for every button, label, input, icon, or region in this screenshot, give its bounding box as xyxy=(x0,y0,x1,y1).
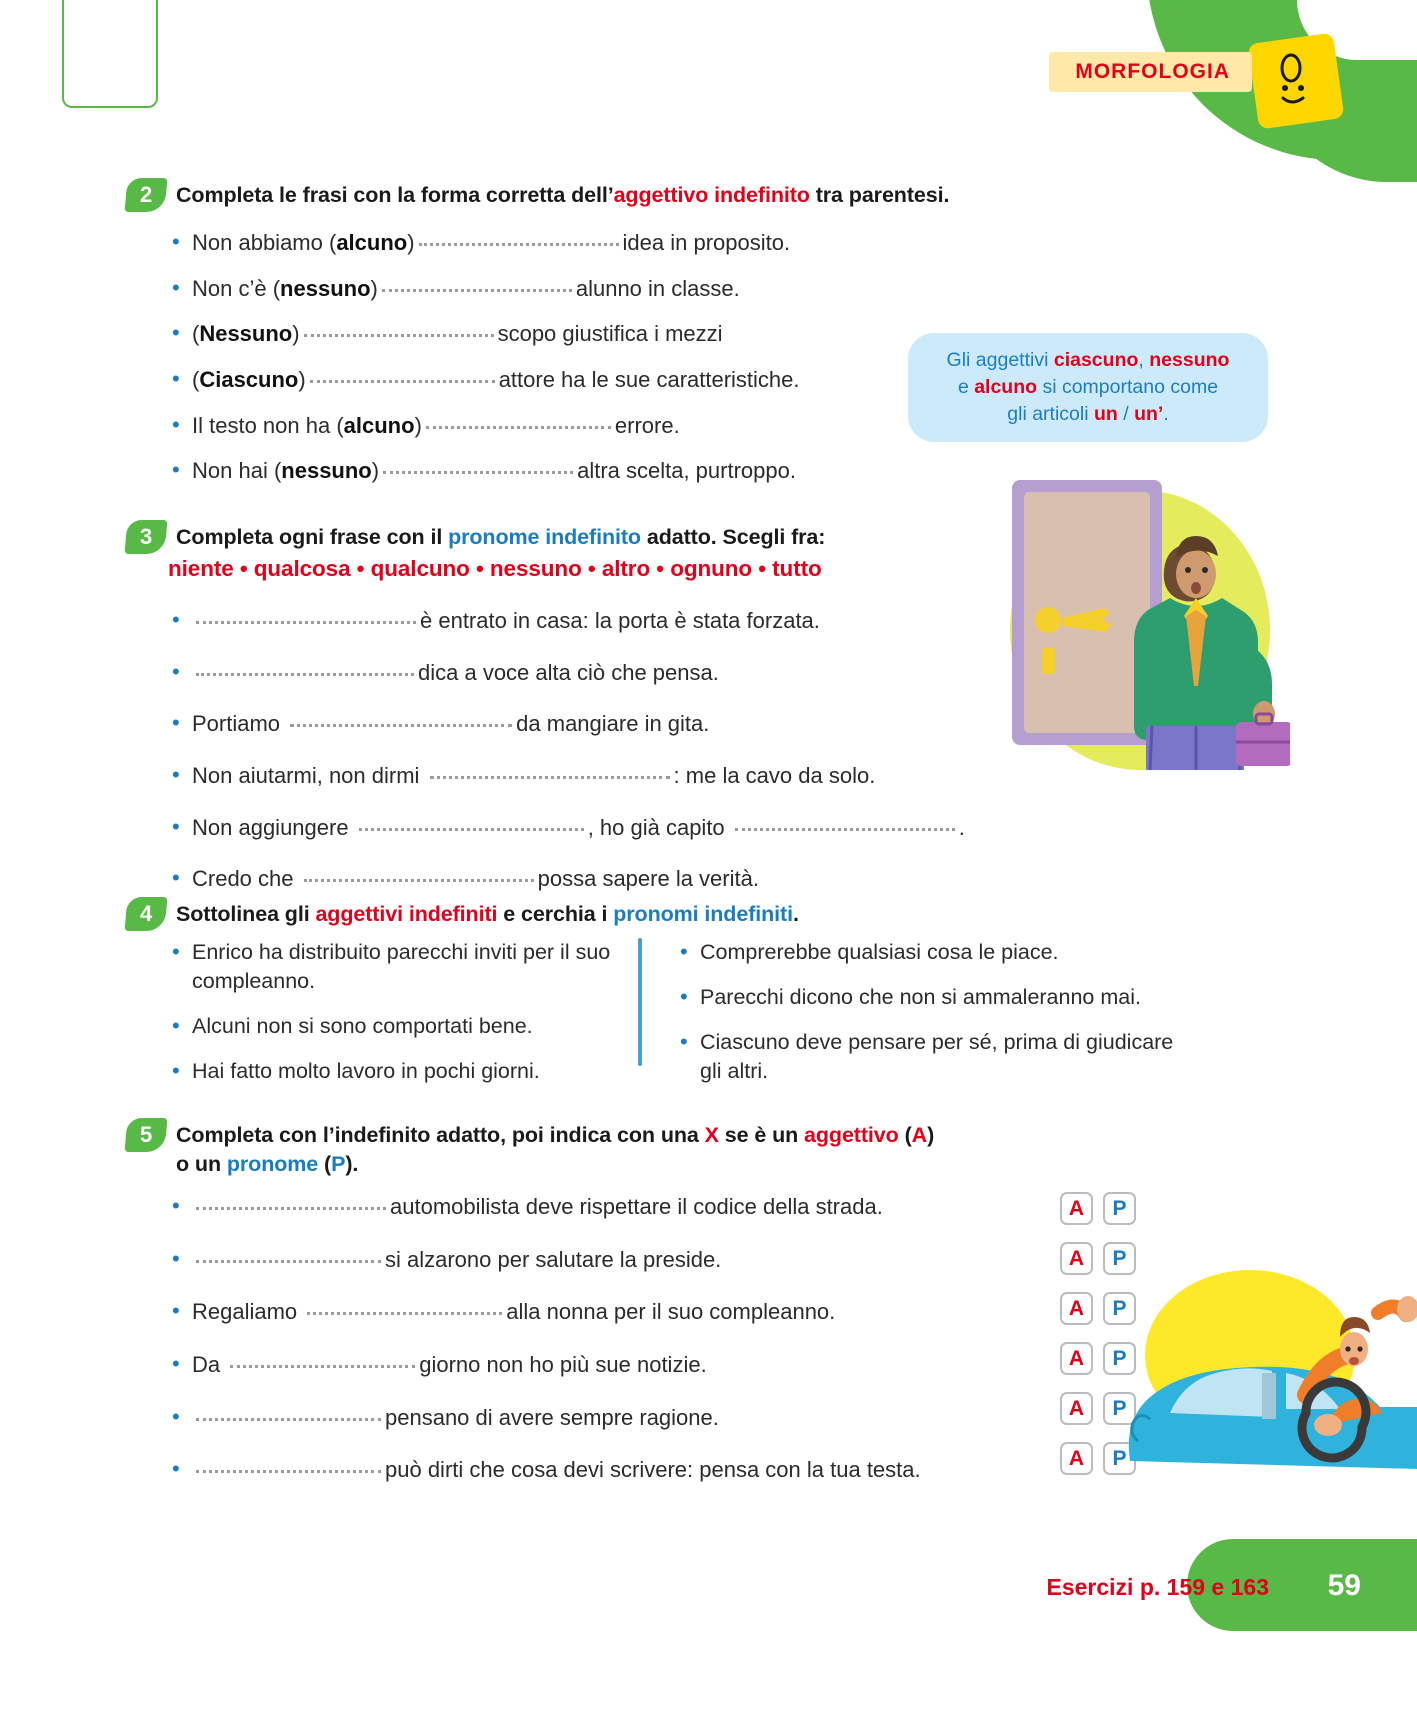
item-pre: Non aggiungere xyxy=(192,814,355,840)
list-item: • Hai fatto molto lavoro in pochi giorni. xyxy=(170,1057,620,1086)
exercise-2-prompt xyxy=(176,181,949,210)
item-post: può dirti che cosa devi scrivere: pensa con la tua testa. xyxy=(385,1457,921,1483)
answer-blank[interactable] xyxy=(196,1406,381,1421)
list-item xyxy=(170,274,970,304)
item-pre: ( xyxy=(192,367,200,393)
prompt-text-tail: adatto. Scegli fra: xyxy=(640,525,826,549)
list-item xyxy=(170,658,1030,688)
list-item xyxy=(170,606,1030,636)
item-post: si alzarono per salutare la preside. xyxy=(385,1246,722,1272)
choice-adjective[interactable]: A xyxy=(1060,1442,1093,1475)
prompt-highlight-blue: pronomi indefiniti xyxy=(613,902,793,926)
item-post: dica a voce alta ciò che pensa. xyxy=(418,659,719,685)
prompt-text: se è un xyxy=(718,1123,805,1147)
list-item xyxy=(170,1350,1070,1380)
list-item xyxy=(170,456,970,486)
list-item: • Enrico ha distribuito parecchi inviti per il suo compleanno. xyxy=(170,938,620,996)
item-post: è entrato in casa: la porta è stata forzata. xyxy=(420,608,820,633)
bubble-text: . xyxy=(1163,402,1169,425)
item-post: idea in proposito. xyxy=(622,230,791,255)
bubble-text: gli articoli xyxy=(1007,402,1094,425)
list-item xyxy=(170,813,1030,843)
choice-pronoun[interactable]: P xyxy=(1103,1192,1136,1225)
list-item xyxy=(170,1245,1070,1275)
item-post: scopo giustifica i mezzi xyxy=(497,321,723,347)
exercise-4-number: 4 xyxy=(125,897,168,931)
list-item xyxy=(170,365,970,395)
item-pre: Portiamo xyxy=(192,711,287,737)
item-cue: nessuno xyxy=(280,275,371,301)
item-mid: ) xyxy=(298,367,306,393)
answer-blank[interactable] xyxy=(196,661,414,676)
item-post: attore ha le sue caratteristiche. xyxy=(498,367,800,393)
answer-blank[interactable] xyxy=(230,1353,415,1368)
wordbank-option[interactable]: niente xyxy=(168,556,234,581)
item-pre: Da xyxy=(192,1352,227,1378)
exercise-3-items xyxy=(170,606,1030,910)
bubble-sep: / xyxy=(1117,402,1135,425)
item-pre: Il testo non ha ( xyxy=(192,412,344,438)
choice-pronoun[interactable]: P xyxy=(1103,1342,1136,1375)
item-cue: Nessuno xyxy=(199,321,293,347)
exercise-3-wordbank: niente • qualcosa • qualcuno • nessuno • altro • ognuno • tutto xyxy=(168,556,822,581)
item-post: possa sapere la verità. xyxy=(537,866,759,892)
prompt-text: Completa ogni frase con il xyxy=(176,525,449,549)
answer-blank[interactable] xyxy=(304,867,534,882)
answer-blank[interactable] xyxy=(382,277,572,292)
bubble-text: e xyxy=(957,375,975,398)
choice-adjective[interactable]: A xyxy=(1060,1342,1093,1375)
item-pre: Non hai ( xyxy=(192,458,282,484)
bubble-term: un xyxy=(1093,402,1118,425)
item-post: alla nonna per il suo compleanno. xyxy=(506,1299,836,1325)
column-divider xyxy=(638,938,642,1066)
list-item: • Ciascuno deve pensare per sé, prima di giudicare gli altri. xyxy=(678,1028,1198,1086)
prompt-highlight: aggettivo indefinito xyxy=(613,183,810,207)
answer-blank[interactable] xyxy=(307,1300,502,1315)
item-cue: nessuno xyxy=(281,458,372,484)
exercise-5-prompt xyxy=(176,1121,934,1179)
item-cue: alcuno xyxy=(343,412,415,438)
item-post: : me la cavo da solo. xyxy=(673,763,876,789)
prompt-text: Sottolinea gli xyxy=(176,902,316,926)
list-item xyxy=(170,709,1030,739)
list-item xyxy=(170,411,970,441)
exercise-5-number: 5 xyxy=(125,1118,168,1152)
prompt-text-mid: e cerchia i xyxy=(497,902,614,926)
wordbank-option[interactable]: qualcuno xyxy=(370,556,470,581)
choice-adjective[interactable]: A xyxy=(1060,1292,1093,1325)
list-item xyxy=(170,319,970,349)
answer-blank[interactable] xyxy=(419,231,619,246)
prompt-text: Completa con l’indefinito adatto, poi indica con una xyxy=(176,1123,705,1147)
answer-blank[interactable] xyxy=(426,414,611,429)
item-post: da mangiare in gita. xyxy=(516,711,710,737)
answer-blank[interactable] xyxy=(304,322,494,337)
list-item: • Comprerebbe qualsiasi cosa le piace. xyxy=(678,938,1198,967)
item-pre: Non aiutarmi, non dirmi xyxy=(192,763,426,789)
list-item xyxy=(170,1403,1070,1433)
qr-code-frame[interactable] xyxy=(62,0,158,108)
list-item: • Parecchi dicono che non si ammaleranno mai. xyxy=(678,983,1198,1012)
list-item xyxy=(170,761,1030,791)
exercise-4-prompt xyxy=(176,900,799,929)
prompt-paren: ). xyxy=(345,1152,359,1177)
item-post: pensano di avere sempre ragione. xyxy=(385,1404,719,1430)
info-bubble xyxy=(908,333,1268,442)
wordbank-option[interactable]: qualcosa xyxy=(253,556,351,581)
illustration-man-at-door xyxy=(990,470,1290,780)
item-pre: Credo che xyxy=(192,866,300,892)
item-post: altra scelta, purtroppo. xyxy=(577,458,796,484)
choice-adjective[interactable]: A xyxy=(1060,1192,1093,1225)
prompt-text-tail: tra parentesi. xyxy=(809,183,950,207)
item-mid: ) xyxy=(414,412,422,438)
answer-blank[interactable] xyxy=(310,368,495,383)
choice-pronoun[interactable]: P xyxy=(1103,1442,1136,1475)
exercise-2-number: 2 xyxy=(125,178,168,212)
page-number: 59 xyxy=(1327,1569,1361,1602)
exercise-4-column-left xyxy=(170,938,620,1102)
prompt-code-p: P xyxy=(331,1152,346,1177)
exercise-4-column-right xyxy=(678,938,1198,1102)
bubble-text: Gli aggettivi xyxy=(946,349,1054,371)
prompt-text: Completa le frasi con la forma corretta dell’ xyxy=(176,183,614,207)
exercise-2-items xyxy=(170,228,970,502)
prompt-paren: ( xyxy=(318,1152,332,1177)
list-item xyxy=(170,1297,1070,1327)
list-item xyxy=(170,228,970,258)
item-pre: Non abbiamo ( xyxy=(192,230,337,255)
prompt-highlight-blue: pronome xyxy=(226,1152,319,1177)
answer-blank[interactable] xyxy=(196,1248,381,1263)
item-post-2: . xyxy=(958,814,965,840)
choice-pronoun[interactable]: P xyxy=(1103,1292,1136,1325)
answer-blank[interactable] xyxy=(196,1195,386,1210)
choice-adjective[interactable]: A xyxy=(1060,1392,1093,1425)
answer-blank-2[interactable] xyxy=(735,816,955,831)
item-mid: ) xyxy=(370,275,378,301)
exercise-5-items xyxy=(170,1192,1070,1501)
list-item xyxy=(170,1455,1070,1485)
item-post: alunno in classe. xyxy=(575,275,740,301)
prompt-text: o un xyxy=(176,1152,227,1177)
prompt-paren: ( xyxy=(898,1123,912,1147)
answer-blank[interactable] xyxy=(430,764,670,779)
item-post: giorno non ho più sue notizie. xyxy=(419,1352,707,1378)
wordbank-option[interactable]: ognuno xyxy=(670,556,753,581)
choice-pronoun[interactable]: P xyxy=(1103,1392,1136,1425)
item-pre: Regaliamo xyxy=(192,1299,304,1325)
prompt-text-tail: . xyxy=(792,902,799,926)
choice-row xyxy=(1060,1192,1136,1225)
item-mid: ) xyxy=(371,458,380,484)
bubble-text: si comportano come xyxy=(1037,375,1219,398)
answer-blank[interactable] xyxy=(196,1458,381,1473)
wordbank-option[interactable]: tutto xyxy=(772,556,822,581)
prompt-highlight-red: aggettivo xyxy=(804,1123,899,1147)
prompt-highlight: pronome indefinito xyxy=(448,525,641,549)
prompt-paren: ) xyxy=(927,1123,935,1147)
item-post: automobilista deve rispettare il codice della strada. xyxy=(390,1194,883,1219)
answer-blank[interactable] xyxy=(359,816,584,831)
bubble-sep: , xyxy=(1138,349,1150,371)
item-post: errore. xyxy=(614,412,680,438)
illustration-car-driver xyxy=(1110,1265,1417,1495)
bubble-term: nessuno xyxy=(1149,349,1230,371)
answer-blank[interactable] xyxy=(290,712,512,727)
item-cue: alcuno xyxy=(336,230,408,255)
answer-blank[interactable] xyxy=(196,609,416,624)
item-post: , ho già capito xyxy=(587,814,731,840)
prompt-x-mark: X xyxy=(704,1123,719,1147)
prompt-highlight-red: aggettivi indefiniti xyxy=(315,902,498,926)
answer-blank[interactable] xyxy=(383,459,573,474)
bubble-term: un’ xyxy=(1134,402,1164,425)
choice-adjective[interactable]: A xyxy=(1060,1242,1093,1275)
item-mid: ) xyxy=(292,321,300,347)
bubble-term: alcuno xyxy=(974,375,1038,398)
list-item xyxy=(170,864,1030,894)
list-item xyxy=(170,1192,1070,1222)
wordbank-option[interactable]: altro xyxy=(601,556,651,581)
wordbank-option[interactable]: nessuno xyxy=(489,556,582,581)
mascot-face-icon xyxy=(1261,46,1331,116)
choice-pronoun[interactable]: P xyxy=(1103,1242,1136,1275)
footer-reference: Esercizi p. 159 e 163 xyxy=(1046,1574,1269,1600)
prompt-code-a: A xyxy=(911,1123,928,1147)
list-item: • Alcuni non si sono comportati bene. xyxy=(170,1012,620,1041)
bubble-term: ciascuno xyxy=(1053,349,1139,371)
item-mid: ) xyxy=(407,230,415,255)
exercise-3-prompt xyxy=(176,523,825,552)
item-pre: Non c’è ( xyxy=(192,275,281,301)
item-cue: Ciascuno xyxy=(199,367,299,393)
exercise-3-number: 3 xyxy=(125,520,168,554)
item-pre: ( xyxy=(192,321,200,347)
section-tag: MORFOLOGIA xyxy=(1049,52,1252,92)
